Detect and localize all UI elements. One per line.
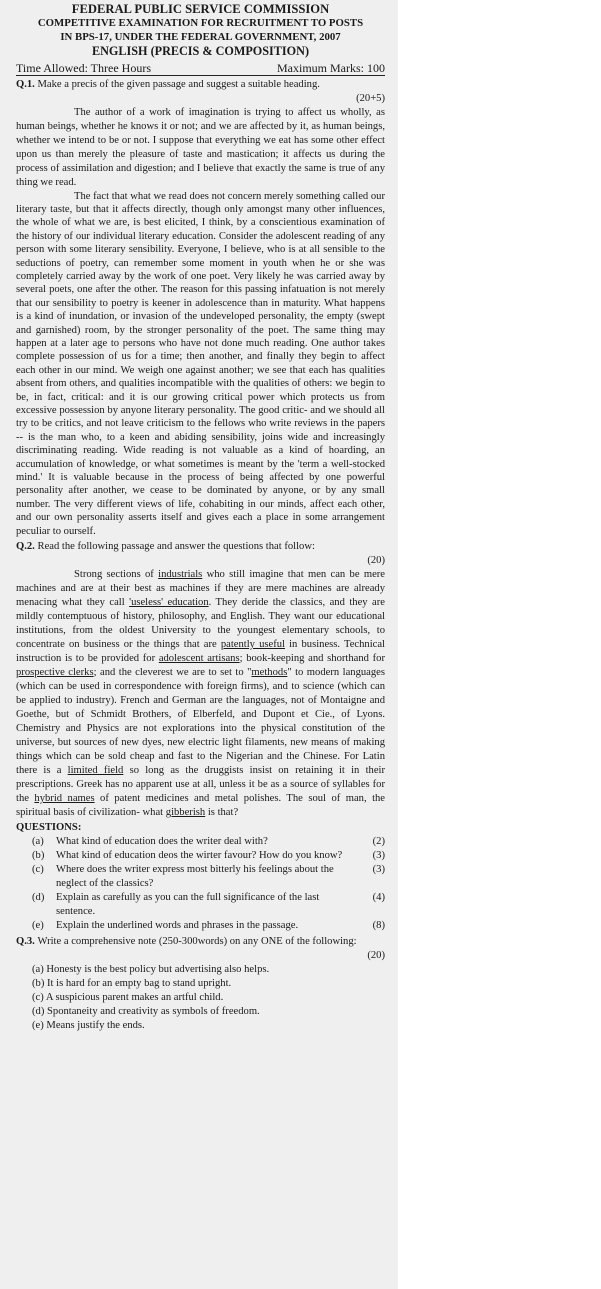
q1-number: Q.1. [16,78,35,90]
q3-number: Q.3. [16,936,35,948]
underlined-gibberish: gibberish [165,807,206,819]
underlined-industrials: industrials [158,569,203,581]
q3-marks: (20) [367,950,385,962]
q2-heading [16,540,385,554]
underlined-hybrid-names: hybrid names [34,793,95,805]
commission-title: FEDERAL PUBLIC SERVICE COMMISSION [71,2,330,16]
questions-heading: QUESTIONS: [16,822,82,834]
paper-title: ENGLISH (PRECIS & COMPOSITION) [91,44,310,58]
essay-option: (d) Spontaneity and creativity as symbols of freedom. [32,1006,260,1018]
underlined-useless-education: 'useless' education [129,597,209,609]
q1-marks: (20+5) [356,92,385,104]
q3-prompt: Write a comprehensive note (250-300words) on any ONE of the following: [37,936,357,948]
q1-prompt: Make a precis of the given passage and suggest a suitable heading. [37,78,320,90]
time-marks-bar [16,61,385,76]
question-item: (c) Where does the writer express most bitterly his feelings about the neglect of the classics? (3) [32,864,385,890]
q1-paragraph-2: The fact that what we read does not concern merely something called our literary taste, but that it affects directly, though only amongst many other influences, the whole of what we are, is best elicited, I think, by a conscientious examination of the history of our individual literary education. Consider the adolescent reading of any person with some literary sensibility. Everyone, I believe, who is at all sensible to the seductions of poetry, can remember some moment in youth when he or she was completely carried away by the work of one poet. Very likely he was carried away by several poets, one after the other. The reason for this passing infatuation is not merely that our sensibility to poetry is keener in adolescence than in maturity. What happens is a kind of inundation, or invasion of the undeveloped personality, the empty (swept and garnished) room, by the stronger personality of the poet. The same thing may happen at a later age to persons who have not done much reading. One author takes complete possession of us for a time; then another, and finally they begin to affect each other in our mind. We weigh one against another; we see that each has qualities absent from others, and qualities incompatible with the qualities of others: we begin to be, in fact, critical: and it is our growing critical power which protects us from excessive possession by anyone literary personality. The good critic- and we should all try to be critics, and not leave criticism to the fellows who write reviews in the papers -- is the man who, to a keen and abiding sensibility, joins wide and increasingly discriminating reading. Wide reading is not valuable as a kind of hoarding, an accumulation of knowledge, or what sometimes is meant by the 'term a well-stocked mind.' It is valuable because in the process of being affected by one powerful personality after another, we cease to be dominated by anyone, or by any small number. The very different views of life, cohabiting in our minds, affect each other, and our own personality asserts itself and gives each a place in some arrangement peculiar to ourself. [16,190,385,537]
q2-passage: Strong sections of industrials who still imagine that men can be mere machines and are at their best as machines if they are mere machines are already menacing what they call 'useless' education. They deride the classics, and they are mildly contemptuous of history, philosophy, and English. They want our educational institutions, from the oldest University to the youngest elementary schools, to concentrate on business or the things that are patently useful in business. Technical instruction is to be provided for adolescent artisans; book-keeping and shorthand for prospective clerks; and the cleverest we are to set to "methods" to modern languages (which can be used in correspondence with foreign firms), and to science (which can be applied to industry). French and German are the languages, not of Montaigne and Goethe, but of Schmidt Brothers, of Elberfeld, and Dupont et Cie., of Lyons. Chemistry and Physics are not explorations into the physical constitution of the universe, but sources of new dyes, new electric light filaments, new means of making things which can be sold cheap and fast to the Nigerian and the Chinese. For Latin there is a limited field so long as the druggists insist on retaining it in their prescriptions. Greek has no apparent use at all, unless it be as a source of syllables for the hybrid names of patent medicines and metal polishes. The soul of man, the spiritual basis of civilization- what gibberish is that? [16,569,386,819]
q1-paragraph-1: The author of a work of imagination is trying to affect us wholly, as human beings, whether he knows it or not; and we are affected by it, as human beings, whether we intend to be or not. I suppose that everything we eat has some other effect upon us than merely the pleasure of taste and mastication; it affects us during the process of assimilation and digestion; and I believe that exactly the same is true of any thing we read. [16,106,385,188]
question-item: (b) What kind of education deos the wirter favour? How do you know? (3) [32,850,385,862]
q2-prompt: Read the following passage and answer the questions that follow: [37,541,315,553]
exam-title: COMPETITIVE EXAMINATION FOR RECRUITMENT TO POSTS [37,17,364,29]
question-item: (d) Explain as carefully as you can the full significance of the last sentence. (4) [32,892,385,918]
essay-option: (b) It is hard for an empty bag to stand upright. [32,978,232,990]
q1-heading [16,78,385,92]
q3-heading [16,935,385,949]
underlined-limited-field: limited field [67,765,124,777]
underlined-methods: methods [251,667,288,679]
maximum-marks: Maximum Marks: 100 [277,60,385,75]
underlined-prospective-clerks: prospective clerks [16,667,94,679]
underlined-patently-useful: patently useful [220,639,285,651]
question-item: (a) What kind of education does the writer deal with? (2) [32,836,385,848]
question-item: (e) Explain the underlined words and phrases in the passage. (8) [32,920,385,932]
underlined-adolescent-artisans: adolescent artisans [158,653,240,665]
essay-option: (e) Means justify the ends. [32,1020,145,1032]
exam-subtitle: IN BPS-17, UNDER THE FEDERAL GOVERNMENT, 2007 [60,30,341,43]
essay-option: (a) Honesty is the best policy but advertising also helps. [32,964,270,976]
q2-number: Q.2. [16,541,35,553]
time-allowed: Time Allowed: Three Hours [16,60,151,75]
q2-marks: (20) [367,555,385,567]
essay-option: (c) A suspicious parent makes an artful child. [32,992,224,1004]
